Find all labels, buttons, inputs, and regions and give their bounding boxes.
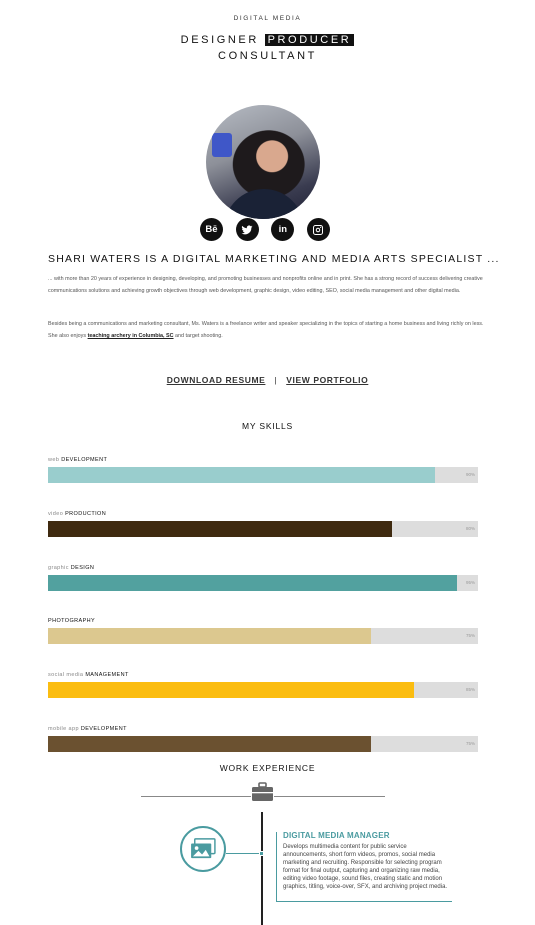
skill-name: PHOTOGRAPHY: [48, 618, 96, 624]
profile-heading: SHARI WATERS IS A DIGITAL MARKETING AND MEDIA ARTS SPECIALIST ...: [48, 253, 500, 265]
skill-label: [48, 565, 478, 575]
timeline-connector: [226, 853, 259, 854]
skill-track: [48, 575, 478, 591]
eyebrow-title: DIGITAL MEDIA: [233, 15, 302, 22]
skill-prefix: web: [48, 457, 60, 463]
skill-name: PRODUCTION: [65, 511, 107, 517]
job-description: Develops multimedia content for public service announcements, short form videos, promos, social media marketing and recruiting. Responsible for selecting program format for final output, capturing and organizing raw media, editing video footage, sound files, creating static and motion graphics, titling, voice-over, SFX, and archiving project media.: [283, 844, 448, 890]
skill-percent: 75%: [465, 633, 475, 638]
skill-name: MANAGEMENT: [85, 672, 129, 678]
bio-paragraph-1: ... with more than 20 years of experience in designing, developing, and promoting businesses and nonprofits online and in print. She has a strong record of success delivering creative communications solutions and achieving growth objectives through web development, graphic design, video editing, SEO, social media management and other digital media.: [48, 276, 483, 294]
timeline-dot: [259, 851, 264, 856]
skill-label: [48, 618, 478, 628]
skill-item: [48, 672, 478, 698]
skill-item: [48, 511, 478, 537]
behance-icon[interactable]: Bē: [200, 218, 223, 241]
briefcase-icon: [251, 782, 274, 802]
skill-fill: [48, 521, 392, 537]
job-entry: [276, 832, 452, 902]
skills-title: MY SKILLS: [242, 421, 293, 431]
social-links: [200, 218, 330, 242]
skill-item: [48, 457, 478, 483]
skill-fill: [48, 467, 435, 483]
skill-track: [48, 682, 478, 698]
timeline-line: [261, 812, 263, 925]
skill-fill: [48, 682, 414, 698]
skill-label: [48, 672, 478, 682]
job-title: DIGITAL MEDIA MANAGER: [283, 831, 390, 840]
skill-percent: 85%: [465, 687, 475, 692]
headline-producer: PRODUCER: [265, 34, 355, 46]
skill-track: [48, 736, 478, 752]
skill-track: [48, 521, 478, 537]
skill-percent: 90%: [465, 472, 475, 477]
archery-link[interactable]: teaching archery in Columbia, SC: [87, 333, 174, 339]
multimedia-icon: [180, 826, 226, 872]
avatar-shirt: [224, 189, 304, 219]
twitter-icon[interactable]: [236, 218, 259, 241]
headline-designer: DESIGNER: [180, 34, 259, 46]
skill-percent: 95%: [465, 580, 475, 585]
download-resume-link[interactable]: DOWNLOAD RESUME: [166, 375, 266, 385]
linkedin-icon[interactable]: in: [271, 218, 294, 241]
skill-name: DESIGN: [70, 565, 95, 571]
skill-prefix: social media: [48, 672, 84, 678]
skill-track: [48, 467, 478, 483]
skill-name: DEVELOPMENT: [80, 726, 127, 732]
avatar-background-element: [212, 133, 232, 157]
skill-percent: 75%: [465, 741, 475, 746]
skill-prefix: video: [48, 511, 64, 517]
instagram-icon[interactable]: [307, 218, 330, 241]
bio-paragraph-2: Besides being a communications and marketing consultant, Ms. Waters is a freelance writer and speaker specializing in the topics of starting a home business and living richly on less. She also enjoys teaching archery in Columbia, SC and target shooting.: [48, 321, 484, 339]
skill-label: [48, 726, 478, 736]
skill-fill: [48, 736, 371, 752]
skill-prefix: graphic: [48, 565, 69, 571]
view-portfolio-link[interactable]: VIEW PORTFOLIO: [286, 375, 369, 385]
skill-item: [48, 565, 478, 591]
avatar: [206, 105, 320, 219]
action-separator: |: [274, 375, 278, 385]
experience-title: WORK EXPERIENCE: [219, 763, 316, 773]
skill-fill: [48, 575, 457, 591]
skill-fill: [48, 628, 371, 644]
headline: [0, 32, 535, 64]
skill-item: [48, 726, 478, 752]
skill-label: [48, 511, 478, 521]
headline-consultant: CONSULTANT: [218, 50, 317, 62]
skill-label: [48, 457, 478, 467]
skill-percent: 80%: [465, 526, 475, 531]
skill-name: DEVELOPMENT: [61, 457, 108, 463]
action-links: [0, 375, 535, 385]
skill-prefix: mobile app: [48, 726, 79, 732]
skill-item: [48, 618, 478, 644]
skill-track: [48, 628, 478, 644]
